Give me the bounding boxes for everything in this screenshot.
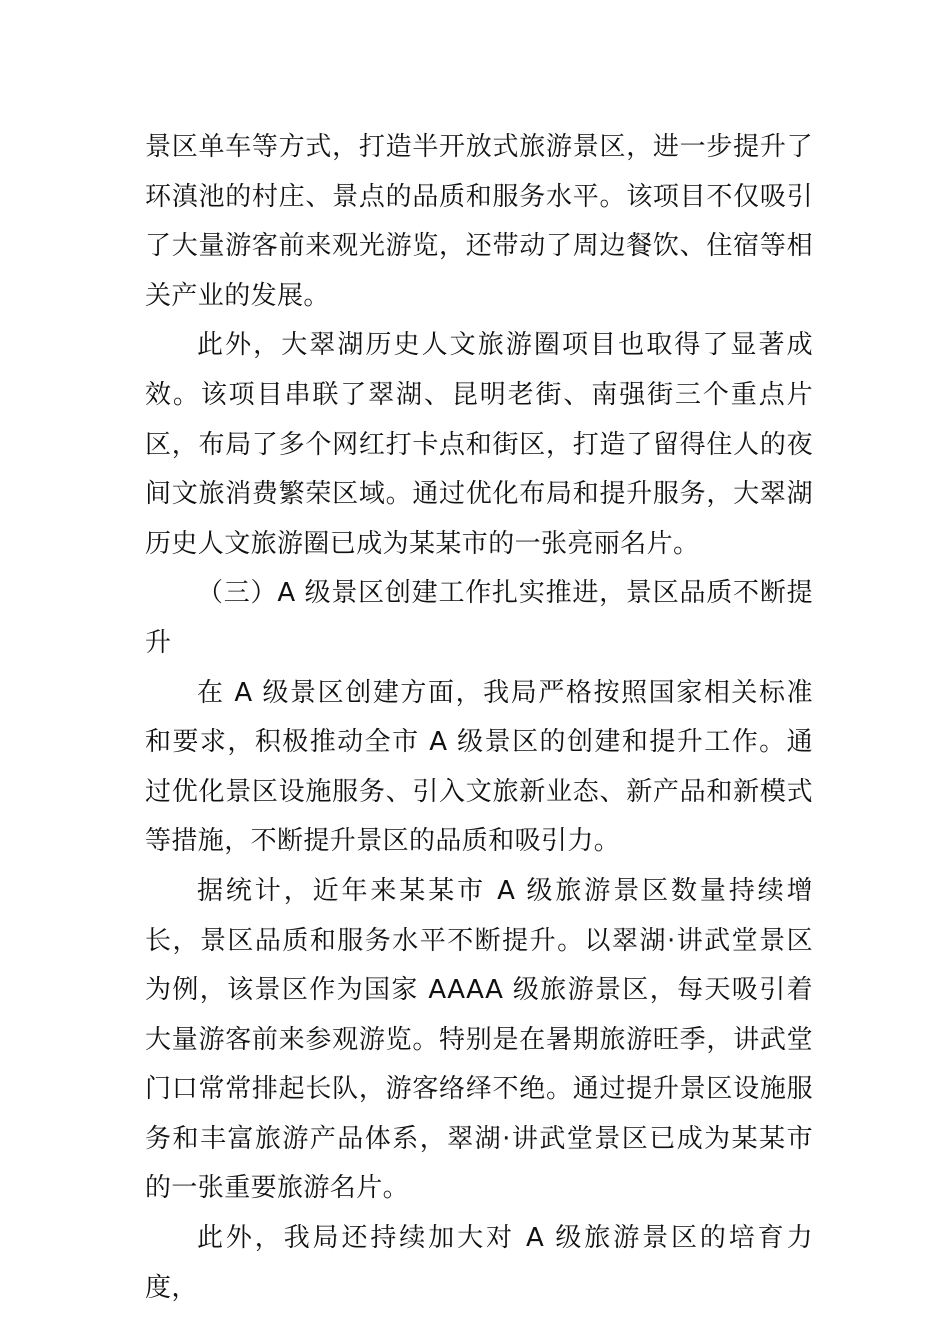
- document-body: [145, 123, 813, 1313]
- section-heading-a-level-scenic: （三）A 级景区创建工作扎实推进，景区品质不断提升: [145, 578, 813, 658]
- paragraph-cultivation: 此外，我局还持续加大对 A 级旅游景区的培育力度，: [145, 1223, 813, 1303]
- paragraph-dacuihu-project: 此外，大翠湖历史人文旅游圈项目也取得了显著成效。该项目串联了翠湖、昆明老街、南强街三个重点片区，布局了多个网红打卡点和街区，打造了留得住人的夜间文旅消费繁荣区域。通过优化布局和提升服务，大翠湖历史人文旅游圈已成为某某市的一张亮丽名片。: [145, 330, 813, 559]
- paragraph-continuation: 景区单车等方式，打造半开放式旅游景区，进一步提升了环滇池的村庄、景点的品质和服务水平。该项目不仅吸引了大量游客前来观光游览，还带动了周边餐饮、住宿等相关产业的发展。: [145, 132, 813, 311]
- paragraph-a-level-creation: 在 A 级景区创建方面，我局严格按照国家相关标准和要求，积极推动全市 A 级景区的创建和提升工作。通过优化景区设施服务、引入文旅新业态、新产品和新模式等措施，不断提升景区的品质和吸引力。: [145, 677, 813, 857]
- paragraph-statistics: 据统计，近年来某某市 A 级旅游景区数量持续增长，景区品质和服务水平不断提升。以翠湖·讲武堂景区为例，该景区作为国家 AAAA 级旅游景区，每天吸引着大量游客前来参观游览。特别是在暑期旅游旺季，讲武堂门口常常排起长队，游客络绎不绝。通过提升景区设施服务和丰富旅游产品体系，翠湖·讲武堂景区已成为某某市的一张重要旅游名片。: [145, 875, 813, 1204]
